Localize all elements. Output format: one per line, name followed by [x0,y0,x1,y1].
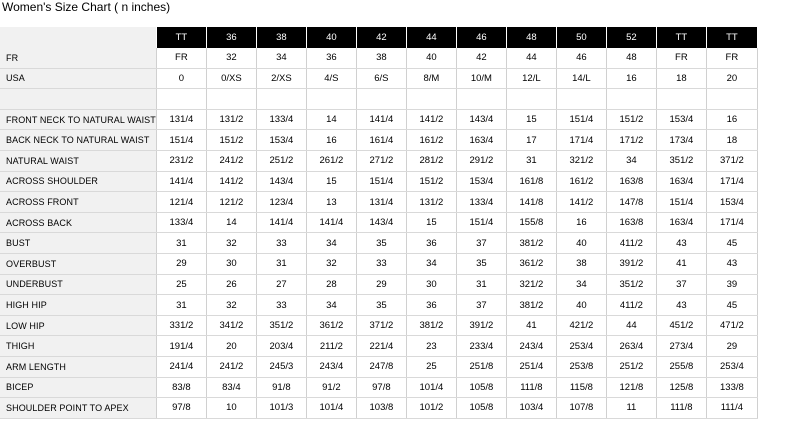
table-row [0,398,758,419]
measurement-cell: 131/4 [156,109,206,130]
header-tail-cell [757,27,758,48]
measurement-cell: 251/2 [606,357,656,378]
measurement-cell: 28 [306,274,356,295]
measurement-cell: 141/8 [506,192,556,213]
row-tail-cell [757,336,758,357]
measurement-cell: 33 [256,295,306,316]
measurement-cell: 91/8 [256,377,306,398]
measurement-cell: 31 [456,274,506,295]
measurement-cell: 37 [656,274,706,295]
measurement-cell: 163/4 [656,212,706,233]
size-column-header: 48 [506,27,556,48]
size-column-header: 42 [356,27,406,48]
measurement-cell: 111/4 [706,398,757,419]
measurement-cell: 341/2 [206,315,256,336]
measurement-cell: 151/4 [456,212,506,233]
measurement-cell: 151/2 [406,171,456,192]
row-tail-cell [757,48,758,69]
size-header-row [0,27,758,48]
measurement-cell: 121/2 [206,192,256,213]
measurement-cell: 291/2 [456,151,506,172]
measurement-cell: 125/8 [656,377,706,398]
measurement-cell: 101/4 [406,377,456,398]
measurement-cell: 151/4 [556,109,606,130]
table-row [0,68,758,89]
row-tail-cell [757,192,758,213]
table-row [0,254,758,275]
measurement-cell: 163/8 [606,171,656,192]
measurement-cell: 141/2 [556,192,606,213]
measurement-cell: 25 [156,274,206,295]
measurement-cell: 233/4 [456,336,506,357]
table-row [0,151,758,172]
measurement-cell: 331/2 [156,315,206,336]
measurement-cell: 38 [556,254,606,275]
measurement-cell: 39 [706,274,757,295]
measurement-cell: 45 [706,233,757,254]
measurement-cell: 121/8 [606,377,656,398]
row-tail-cell [757,274,758,295]
measurement-cell: 36 [406,295,456,316]
measurement-cell: 25 [406,357,456,378]
measurement-cell: 141/4 [306,212,356,233]
measurement-cell: 141/2 [406,109,456,130]
measurement-cell: 171/4 [556,130,606,151]
measurement-cell: 191/4 [156,336,206,357]
measurement-cell: 371/2 [706,151,757,172]
measurement-cell: 391/2 [456,315,506,336]
measurement-cell: 31 [156,295,206,316]
row-tail-cell [757,254,758,275]
measurement-cell: 255/8 [656,357,706,378]
measurement-cell: 105/8 [456,377,506,398]
measurement-cell: 16 [706,109,757,130]
measurement-cell: 133/4 [156,212,206,233]
measurement-cell [456,89,506,110]
row-tail-cell [757,68,758,89]
measurement-cell: 251/2 [256,151,306,172]
measurement-cell: 161/8 [506,171,556,192]
measurement-cell: 40 [406,48,456,69]
row-tail-cell [757,357,758,378]
measurement-cell: 243/4 [306,357,356,378]
row-label: OVERBUST [0,254,156,275]
row-label: ACROSS FRONT [0,192,156,213]
measurement-cell: 2/XS [256,68,306,89]
measurement-cell: 31 [256,254,306,275]
row-tail-cell [757,151,758,172]
measurement-cell: 105/8 [456,398,506,419]
measurement-cell: FR [706,48,757,69]
measurement-cell: 27 [256,274,306,295]
measurement-cell: 381/2 [406,315,456,336]
measurement-cell: 101/2 [406,398,456,419]
size-column-header: TT [706,27,757,48]
measurement-cell: 8/M [406,68,456,89]
table-row [0,212,758,233]
measurement-cell: 33 [256,233,306,254]
row-label [0,89,156,110]
row-label: BUST [0,233,156,254]
measurement-cell: 14 [206,212,256,233]
measurement-cell: 10/M [456,68,506,89]
measurement-cell: 133/8 [706,377,757,398]
measurement-cell: 161/2 [556,171,606,192]
measurement-cell [256,89,306,110]
measurement-cell: 44 [506,48,556,69]
measurement-cell: FR [656,48,706,69]
measurement-cell [306,89,356,110]
row-tail-cell [757,212,758,233]
measurement-cell: 171/4 [706,212,757,233]
measurement-cell: 18 [656,68,706,89]
measurement-cell: 261/2 [306,151,356,172]
row-label: UNDERBUST [0,274,156,295]
measurement-cell: 13 [306,192,356,213]
measurement-cell: 16 [556,212,606,233]
measurement-cell: 131/2 [206,109,256,130]
measurement-cell: 163/8 [606,212,656,233]
table-row [0,171,758,192]
table-row [0,89,758,110]
row-tail-cell [757,315,758,336]
measurement-cell: 34 [306,233,356,254]
measurement-cell: 143/4 [456,109,506,130]
measurement-cell: 151/4 [356,171,406,192]
measurement-cell: 16 [606,68,656,89]
measurement-cell: 30 [406,274,456,295]
measurement-cell: 12/L [506,68,556,89]
measurement-cell: 151/2 [606,109,656,130]
measurement-cell [206,89,256,110]
row-tail-cell [757,377,758,398]
table-row [0,274,758,295]
measurement-cell: 6/S [356,68,406,89]
measurement-cell: 103/8 [356,398,406,419]
measurement-cell: 35 [356,295,406,316]
measurement-cell: 34 [606,151,656,172]
measurement-cell: 241/4 [156,357,206,378]
measurement-cell: 111/8 [506,377,556,398]
measurement-cell: 46 [556,48,606,69]
measurement-cell [556,89,606,110]
table-row [0,130,758,151]
measurement-cell: 153/4 [656,109,706,130]
row-tail-cell [757,398,758,419]
row-label: ACROSS SHOULDER [0,171,156,192]
measurement-cell: 253/8 [556,357,606,378]
measurement-cell: 411/2 [606,233,656,254]
measurement-cell: 83/4 [206,377,256,398]
measurement-cell: 391/2 [606,254,656,275]
measurement-cell: 20 [706,68,757,89]
row-tail-cell [757,109,758,130]
size-column-header: TT [156,27,206,48]
measurement-cell: 253/4 [706,357,757,378]
measurement-cell: 241/2 [206,357,256,378]
measurement-cell: 26 [206,274,256,295]
measurement-cell: 30 [206,254,256,275]
measurement-cell: 111/8 [656,398,706,419]
measurement-cell: 155/8 [506,212,556,233]
row-tail-cell [757,295,758,316]
measurement-cell: 451/2 [656,315,706,336]
measurement-cell: 44 [606,315,656,336]
measurement-cell: FR [156,48,206,69]
measurement-cell: 153/4 [706,192,757,213]
measurement-cell: 15 [506,109,556,130]
measurement-cell: 203/4 [256,336,306,357]
measurement-cell: 40 [556,295,606,316]
measurement-cell: 131/2 [406,192,456,213]
row-label: SHOULDER POINT TO APEX [0,398,156,419]
measurement-cell: 381/2 [506,233,556,254]
measurement-cell: 18 [706,130,757,151]
measurement-cell: 351/2 [656,151,706,172]
measurement-cell: 107/8 [556,398,606,419]
measurement-cell: 36 [406,233,456,254]
measurement-cell: 151/4 [156,130,206,151]
size-column-header: 46 [456,27,506,48]
measurement-cell: 251/4 [506,357,556,378]
measurement-cell: 37 [456,233,506,254]
table-row [0,336,758,357]
measurement-cell: 20 [206,336,256,357]
table-row [0,315,758,336]
measurement-cell: 34 [556,274,606,295]
row-label: NATURAL WAIST [0,151,156,172]
measurement-cell: 471/2 [706,315,757,336]
measurement-cell: 0 [156,68,206,89]
measurement-cell [506,89,556,110]
measurement-cell: 43 [706,254,757,275]
size-column-header: 50 [556,27,606,48]
measurement-cell: 40 [556,233,606,254]
measurement-cell: 15 [306,171,356,192]
measurement-cell: 0/XS [206,68,256,89]
measurement-cell: 163/4 [456,130,506,151]
measurement-cell: 29 [706,336,757,357]
row-tail-cell [757,233,758,254]
measurement-cell: 29 [356,274,406,295]
measurement-cell: 133/4 [456,192,506,213]
size-column-header: 40 [306,27,356,48]
measurement-cell: 15 [406,212,456,233]
measurement-cell [606,89,656,110]
row-label: ACROSS BACK [0,212,156,233]
measurement-cell: 173/4 [656,130,706,151]
measurement-cell: 151/2 [206,130,256,151]
measurement-cell: 23 [406,336,456,357]
table-row [0,377,758,398]
measurement-cell [656,89,706,110]
measurement-cell: 251/8 [456,357,506,378]
measurement-cell: 97/8 [356,377,406,398]
row-label: THIGH [0,336,156,357]
measurement-cell: 4/S [306,68,356,89]
measurement-cell: 32 [206,295,256,316]
size-column-header: 38 [256,27,306,48]
measurement-cell: 161/4 [356,130,406,151]
table-row [0,48,758,69]
measurement-cell: 141/4 [156,171,206,192]
measurement-cell: 141/4 [356,109,406,130]
measurement-cell: 32 [306,254,356,275]
size-column-header: TT [656,27,706,48]
table-row [0,233,758,254]
measurement-cell: 221/4 [356,336,406,357]
measurement-cell: 34 [306,295,356,316]
measurement-cell: 29 [156,254,206,275]
measurement-cell: 351/2 [256,315,306,336]
measurement-cell: 103/4 [506,398,556,419]
measurement-cell [356,89,406,110]
measurement-cell: 321/2 [506,274,556,295]
measurement-cell: 43 [656,295,706,316]
measurement-cell: 421/2 [556,315,606,336]
measurement-cell: 141/2 [206,171,256,192]
measurement-cell: 34 [256,48,306,69]
row-label: ARM LENGTH [0,357,156,378]
row-label: FR [0,48,156,69]
measurement-cell: 34 [406,254,456,275]
table-row [0,192,758,213]
measurement-cell: 33 [356,254,406,275]
measurement-cell: 153/4 [456,171,506,192]
measurement-cell: 321/2 [556,151,606,172]
measurement-cell: 271/2 [356,151,406,172]
measurement-cell: 115/8 [556,377,606,398]
measurement-cell: 48 [606,48,656,69]
measurement-cell: 41 [656,254,706,275]
measurement-cell: 143/4 [256,171,306,192]
row-label: HIGH HIP [0,295,156,316]
measurement-cell: 14/L [556,68,606,89]
measurement-cell: 131/4 [356,192,406,213]
row-tail-cell [757,89,758,110]
table-row [0,295,758,316]
measurement-cell: 281/2 [406,151,456,172]
measurement-cell: 91/2 [306,377,356,398]
measurement-cell: 42 [456,48,506,69]
size-column-header: 52 [606,27,656,48]
measurement-cell: 31 [156,233,206,254]
measurement-cell: 161/2 [406,130,456,151]
row-label: LOW HIP [0,315,156,336]
chart-title: Women's Size Chart ( n inches) [2,0,171,14]
measurement-cell: 241/2 [206,151,256,172]
measurement-cell: 381/2 [506,295,556,316]
measurement-cell: 36 [306,48,356,69]
measurement-cell: 273/4 [656,336,706,357]
measurement-cell: 41 [506,315,556,336]
measurement-cell: 101/4 [306,398,356,419]
measurement-cell: 151/4 [656,192,706,213]
measurement-cell [156,89,206,110]
size-column-header: 36 [206,27,256,48]
measurement-cell: 45 [706,295,757,316]
measurement-cell: 147/8 [606,192,656,213]
measurement-cell: 83/8 [156,377,206,398]
measurement-cell: 171/4 [706,171,757,192]
row-label: BICEP [0,377,156,398]
measurement-cell: 35 [456,254,506,275]
measurement-cell: 371/2 [356,315,406,336]
measurement-cell: 32 [206,233,256,254]
measurement-cell: 97/8 [156,398,206,419]
measurement-cell: 361/2 [506,254,556,275]
measurement-cell: 10 [206,398,256,419]
measurement-cell: 35 [356,233,406,254]
measurement-cell: 231/2 [156,151,206,172]
measurement-cell: 121/4 [156,192,206,213]
row-label: FRONT NECK TO NATURAL WAIST [0,109,156,130]
measurement-cell: 247/8 [356,357,406,378]
measurement-cell: 31 [506,151,556,172]
measurement-cell: 153/4 [256,130,306,151]
measurement-cell: 11 [606,398,656,419]
measurement-cell: 361/2 [306,315,356,336]
measurement-cell: 143/4 [356,212,406,233]
measurement-cell: 211/2 [306,336,356,357]
row-label: BACK NECK TO NATURAL WAIST [0,130,156,151]
measurement-cell [406,89,456,110]
measurement-cell: 37 [456,295,506,316]
row-label: USA [0,68,156,89]
measurement-cell: 245/3 [256,357,306,378]
measurement-cell: 171/2 [606,130,656,151]
table-row [0,357,758,378]
measurement-cell: 141/4 [256,212,306,233]
measurement-cell: 38 [356,48,406,69]
row-tail-cell [757,171,758,192]
measurement-cell: 351/2 [606,274,656,295]
measurement-cell: 123/4 [256,192,306,213]
row-tail-cell [757,130,758,151]
measurement-cell: 43 [656,233,706,254]
measurement-cell [706,89,757,110]
size-column-header: 44 [406,27,456,48]
measurement-cell: 14 [306,109,356,130]
measurement-cell: 133/4 [256,109,306,130]
header-label-cell [0,27,156,48]
table-row [0,109,758,130]
size-chart-table [0,27,758,419]
measurement-cell: 253/4 [556,336,606,357]
measurement-cell: 101/3 [256,398,306,419]
measurement-cell: 263/4 [606,336,656,357]
measurement-cell: 243/4 [506,336,556,357]
measurement-cell: 16 [306,130,356,151]
measurement-cell: 32 [206,48,256,69]
measurement-cell: 411/2 [606,295,656,316]
measurement-cell: 17 [506,130,556,151]
measurement-cell: 163/4 [656,171,706,192]
